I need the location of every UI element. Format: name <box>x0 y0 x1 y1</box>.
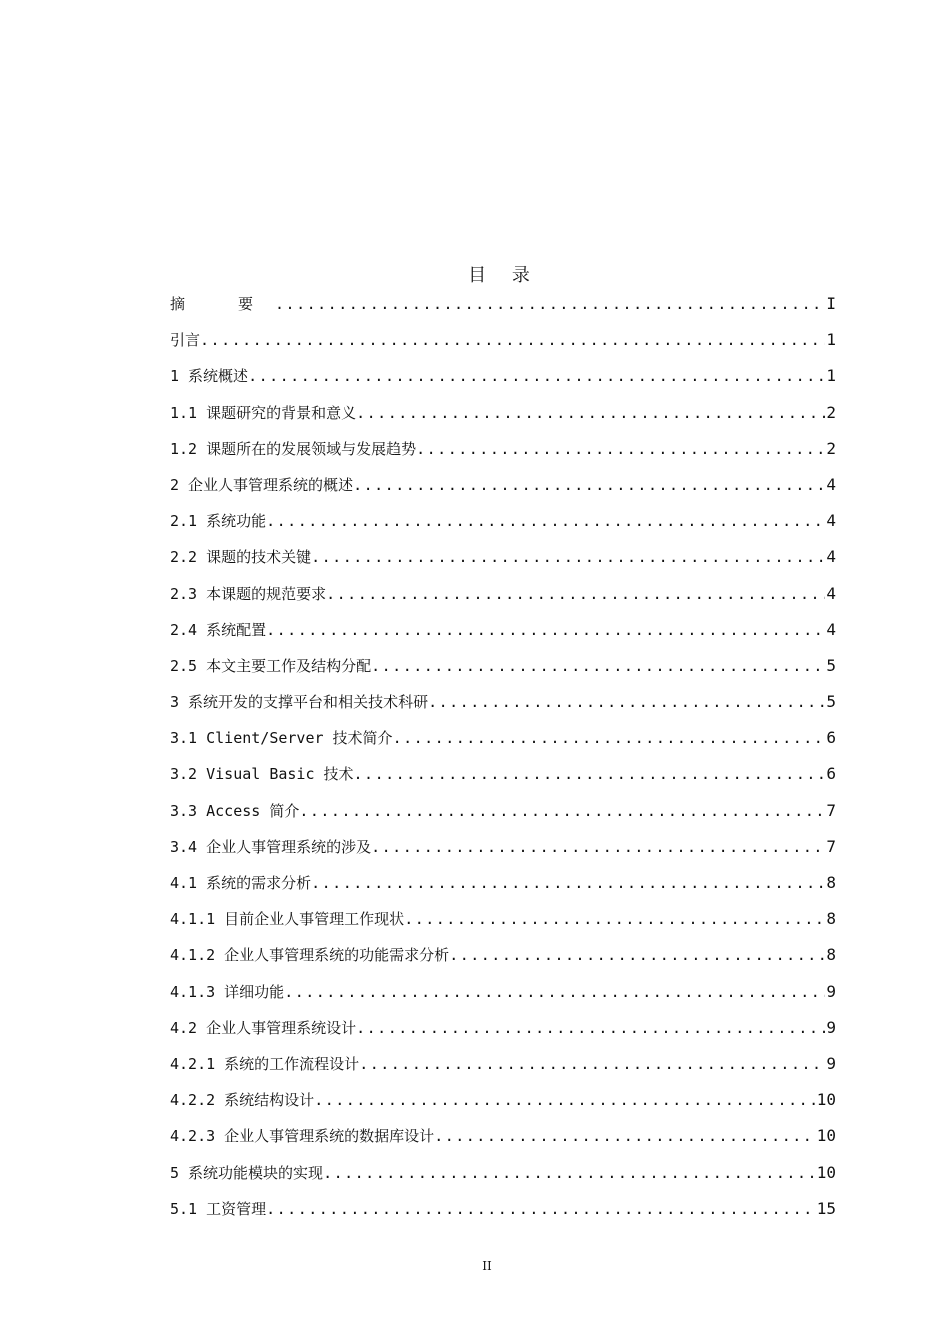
toc-dot-leader <box>353 471 825 499</box>
toc-dot-leader <box>311 543 825 571</box>
toc-entry-label: 4.2.3 企业人事管理系统的数据库设计 <box>170 1127 435 1146</box>
toc-entry-label: 1.2 课题所在的发展领域与发展趋势 <box>170 439 417 458</box>
page-number: II <box>482 1259 492 1273</box>
toc-entry[interactable] <box>170 1122 836 1158</box>
toc-entry-page: 5 <box>826 692 836 712</box>
toc-entry-page: I <box>826 294 836 313</box>
toc-entry-label: 3.3 Access 简介 <box>170 801 300 820</box>
toc-entry-page: 10 <box>816 1126 836 1146</box>
toc-dot-leader <box>326 580 825 608</box>
toc-entry[interactable] <box>170 471 836 507</box>
toc-dot-leader <box>434 1122 816 1150</box>
toc-entry-label: 2.3 本课题的规范要求 <box>170 584 327 603</box>
toc-entry[interactable] <box>170 580 836 616</box>
toc-dot-leader <box>275 290 825 318</box>
toc-dot-leader <box>404 905 825 933</box>
toc-entry-label: 2 企业人事管理系统的概述 <box>170 475 354 494</box>
toc-dot-leader <box>393 724 826 752</box>
toc-entry-page: 4 <box>826 474 836 494</box>
toc-entry[interactable] <box>170 290 836 326</box>
toc-entry[interactable] <box>170 399 836 435</box>
toc-entry-page: 5 <box>826 655 836 675</box>
toc-dot-leader <box>200 326 825 354</box>
toc-dot-leader <box>266 616 825 644</box>
toc-entry[interactable] <box>170 978 836 1014</box>
toc-entry-page: 1 <box>826 330 836 350</box>
toc-entry-label: 1 系统概述 <box>170 367 249 386</box>
toc-dot-leader <box>314 1086 816 1114</box>
toc-entry-label: 5 系统功能模块的实现 <box>170 1163 324 1182</box>
toc-entry[interactable] <box>170 1195 836 1231</box>
toc-entry-page: 7 <box>826 800 836 820</box>
toc-entry-page: 4 <box>826 547 836 567</box>
toc-entry[interactable] <box>170 507 836 543</box>
toc-entry-page: 10 <box>816 1162 836 1182</box>
toc-dot-leader <box>266 507 825 535</box>
toc-entry-page: 8 <box>826 909 836 929</box>
toc-entry-page: 7 <box>826 836 836 856</box>
table-of-contents <box>170 290 836 1231</box>
toc-entry-page: 2 <box>826 402 836 422</box>
toc-entry-label: 3.1 Client/Server 技术简介 <box>170 729 393 748</box>
toc-entry-page: 9 <box>826 1053 836 1073</box>
toc-entry[interactable] <box>170 869 836 905</box>
toc-entry[interactable] <box>170 724 836 760</box>
toc-entry-label: 5.1 工资管理 <box>170 1199 267 1218</box>
toc-entry-label: 4.2 企业人事管理系统设计 <box>170 1018 357 1037</box>
toc-dot-leader <box>371 833 825 861</box>
toc-dot-leader <box>266 1195 816 1223</box>
toc-dot-leader <box>416 435 825 463</box>
toc-entry-label: 4.1.2 企业人事管理系统的功能需求分析 <box>170 946 450 965</box>
toc-dot-leader <box>428 688 825 716</box>
toc-entry-label: 2.5 本文主要工作及结构分配 <box>170 656 372 675</box>
toc-entry-page: 9 <box>826 1017 836 1037</box>
toc-entry-page: 2 <box>826 438 836 458</box>
toc-entry[interactable] <box>170 1050 836 1086</box>
toc-entry-page: 1 <box>826 366 836 386</box>
toc-entry[interactable] <box>170 652 836 688</box>
toc-entry-label: 3 系统开发的支撑平台和相关技术科研 <box>170 693 429 712</box>
toc-dot-leader <box>356 399 825 427</box>
toc-entry[interactable] <box>170 1086 836 1122</box>
toc-dot-leader <box>323 1159 816 1187</box>
toc-entry-page: 8 <box>826 873 836 892</box>
toc-entry[interactable] <box>170 688 836 724</box>
toc-entry[interactable] <box>170 435 836 471</box>
toc-entry-label: 2.1 系统功能 <box>170 512 267 531</box>
toc-dot-leader <box>359 1050 825 1078</box>
toc-entry-label: 4.2.2 系统结构设计 <box>170 1091 315 1110</box>
toc-entry[interactable] <box>170 362 836 398</box>
toc-entry-label: 引言 <box>170 331 201 350</box>
toc-entry-label: 3.4 企业人事管理系统的涉及 <box>170 837 372 856</box>
toc-dot-leader <box>371 652 825 680</box>
toc-entry-label: 4.1.3 详细功能 <box>170 982 285 1001</box>
toc-entry-page: 4 <box>826 511 836 531</box>
toc-entry-label: 摘 要 <box>170 295 276 313</box>
toc-entry[interactable] <box>170 760 836 796</box>
toc-entry-page: 10 <box>816 1090 836 1110</box>
toc-entry[interactable] <box>170 326 836 362</box>
toc-entry-page: 4 <box>826 583 836 603</box>
toc-entry-label: 2.4 系统配置 <box>170 620 267 639</box>
toc-dot-leader <box>284 978 825 1006</box>
toc-dot-leader <box>311 869 825 897</box>
toc-entry[interactable] <box>170 941 836 977</box>
toc-entry-page: 15 <box>816 1198 836 1218</box>
toc-entry[interactable] <box>170 833 836 869</box>
toc-title: 目 录 <box>468 265 540 286</box>
toc-entry-label: 3.2 Visual Basic 技术 <box>170 765 354 784</box>
toc-entry[interactable] <box>170 543 836 579</box>
toc-entry-page: 8 <box>826 945 836 965</box>
toc-entry[interactable] <box>170 1159 836 1195</box>
toc-entry-label: 2.2 课题的技术关键 <box>170 548 312 567</box>
toc-dot-leader <box>248 362 825 390</box>
toc-dot-leader <box>356 1014 825 1042</box>
toc-dot-leader <box>449 941 825 969</box>
toc-entry-page: 6 <box>826 764 836 784</box>
toc-entry[interactable] <box>170 616 836 652</box>
toc-entry-label: 4.1 系统的需求分析 <box>170 874 312 892</box>
toc-entry-label: 1.1 课题研究的背景和意义 <box>170 403 357 422</box>
toc-entry-page: 4 <box>826 619 836 639</box>
toc-entry[interactable] <box>170 797 836 833</box>
toc-dot-leader <box>299 797 825 825</box>
toc-entry-page: 9 <box>826 981 836 1001</box>
toc-dot-leader <box>354 760 826 788</box>
toc-entry[interactable] <box>170 905 836 941</box>
toc-entry-label: 4.2.1 系统的工作流程设计 <box>170 1054 360 1073</box>
toc-entry[interactable] <box>170 1014 836 1050</box>
toc-entry-label: 4.1.1 目前企业人事管理工作现状 <box>170 910 405 929</box>
toc-entry-page: 6 <box>826 728 836 748</box>
